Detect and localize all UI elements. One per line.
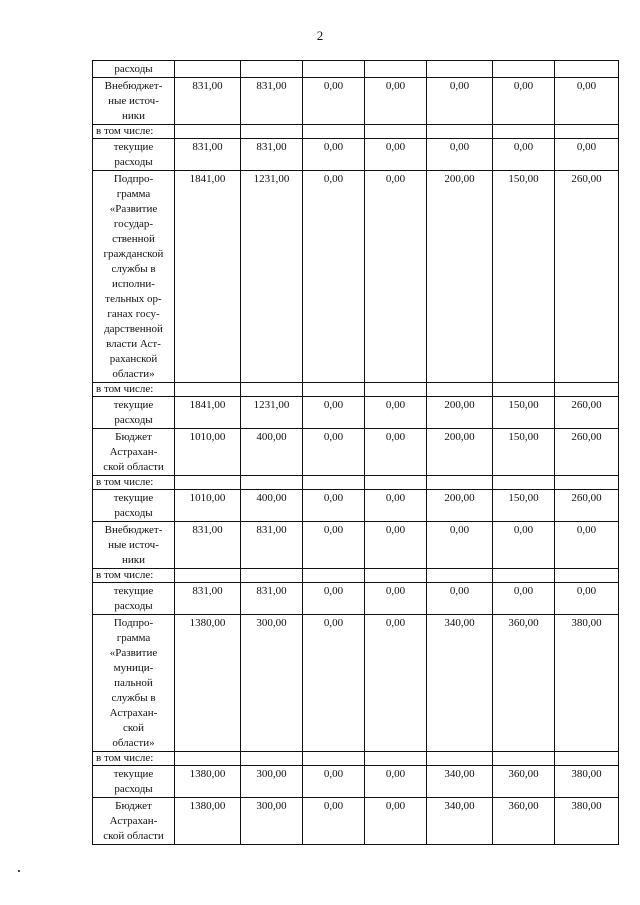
empty-cell [427,125,493,139]
empty-cell [303,569,365,583]
row-label [93,397,175,429]
value-cell: 360,00 [493,798,555,845]
value-cell: 300,00 [241,615,303,752]
empty-cell [303,125,365,139]
empty-cell [241,383,303,397]
value-cell: 0,00 [303,78,365,125]
row-label [93,798,175,845]
value-cell: 0,00 [365,583,427,615]
empty-cell [241,476,303,490]
value-cell: 0,00 [555,583,619,615]
empty-cell [427,569,493,583]
value-cell: 1841,00 [175,397,241,429]
value-cell: 200,00 [427,397,493,429]
value-cell [365,61,427,78]
value-cell: 1231,00 [241,171,303,383]
empty-cell [493,752,555,766]
empty-cell [303,752,365,766]
value-cell: 1841,00 [175,171,241,383]
value-cell: 1380,00 [175,615,241,752]
value-cell: 0,00 [555,139,619,171]
row-label-text: Внебюджет- ные источ- ники [104,80,163,122]
row-label: в том числе: [93,125,175,139]
table-row [93,429,619,476]
value-cell: 0,00 [365,490,427,522]
value-cell: 360,00 [493,766,555,798]
value-cell: 0,00 [303,429,365,476]
row-label: в том числе: [93,569,175,583]
value-cell: 340,00 [427,766,493,798]
subtotal-label-row [93,383,619,397]
page-number: 2 [316,28,324,43]
value-cell: 0,00 [493,583,555,615]
table-row [93,397,619,429]
empty-cell [175,125,241,139]
value-cell: 200,00 [427,490,493,522]
value-cell: 0,00 [365,615,427,752]
value-cell: 150,00 [493,429,555,476]
value-cell: 0,00 [365,429,427,476]
value-cell: 260,00 [555,490,619,522]
subtotal-label-row [93,476,619,490]
empty-cell [175,383,241,397]
empty-cell [303,383,365,397]
table-row [93,78,619,125]
empty-cell [493,383,555,397]
empty-cell [303,476,365,490]
value-cell: 1380,00 [175,766,241,798]
empty-cell [555,125,619,139]
table-row [93,798,619,845]
value-cell: 0,00 [303,397,365,429]
row-label [93,61,175,78]
table-row [93,522,619,569]
empty-cell [365,752,427,766]
empty-cell [493,476,555,490]
row-label-text: текущие расходы [113,492,154,519]
value-cell: 0,00 [303,766,365,798]
value-cell: 831,00 [175,78,241,125]
table-row [93,766,619,798]
row-label-text: Подпро- грамма «Развитие муници- пальной службы в Астрахан- ской области» [109,617,158,749]
row-label [93,766,175,798]
row-label: в том числе: [93,383,175,397]
row-label [93,615,175,752]
value-cell: 831,00 [241,522,303,569]
value-cell: 380,00 [555,615,619,752]
value-cell: 380,00 [555,766,619,798]
value-cell: 0,00 [303,798,365,845]
table-row [93,139,619,171]
empty-cell [365,125,427,139]
value-cell [175,61,241,78]
empty-cell [427,476,493,490]
value-cell [303,61,365,78]
value-cell: 400,00 [241,490,303,522]
value-cell: 260,00 [555,171,619,383]
empty-cell [555,752,619,766]
value-cell: 1380,00 [175,798,241,845]
row-label-text: текущие расходы [113,399,154,426]
row-label-text: Внебюджет- ные источ- ники [104,524,163,566]
value-cell: 260,00 [555,397,619,429]
row-label: в том числе: [93,476,175,490]
value-cell: 400,00 [241,429,303,476]
empty-cell [365,476,427,490]
table-row [93,583,619,615]
value-cell: 0,00 [303,522,365,569]
value-cell: 0,00 [303,583,365,615]
value-cell: 831,00 [241,583,303,615]
empty-cell [365,569,427,583]
value-cell: 0,00 [365,766,427,798]
row-label: в том числе: [93,752,175,766]
empty-cell [555,383,619,397]
value-cell: 0,00 [427,139,493,171]
value-cell: 200,00 [427,171,493,383]
value-cell: 340,00 [427,798,493,845]
value-cell: 831,00 [241,78,303,125]
empty-cell [241,752,303,766]
value-cell: 0,00 [555,78,619,125]
value-cell: 0,00 [365,798,427,845]
value-cell: 360,00 [493,615,555,752]
row-label [93,583,175,615]
scan-speck [18,870,20,872]
empty-cell [175,569,241,583]
empty-cell [175,752,241,766]
empty-cell [241,125,303,139]
value-cell: 0,00 [493,78,555,125]
row-label-text: текущие расходы [113,585,154,612]
empty-cell [555,476,619,490]
value-cell: 0,00 [427,583,493,615]
table-row [93,615,619,752]
empty-cell [493,125,555,139]
value-cell: 0,00 [365,171,427,383]
value-cell: 300,00 [241,766,303,798]
value-cell: 340,00 [427,615,493,752]
empty-cell [365,383,427,397]
value-cell: 0,00 [365,78,427,125]
row-label-text: расходы [114,63,153,75]
budget-table [92,60,619,845]
value-cell: 0,00 [555,522,619,569]
value-cell: 0,00 [365,397,427,429]
value-cell: 0,00 [303,139,365,171]
value-cell: 0,00 [303,615,365,752]
row-label-text: Бюджет Астрахан- ской области [103,800,164,842]
row-label [93,490,175,522]
value-cell: 150,00 [493,490,555,522]
value-cell: 0,00 [365,139,427,171]
value-cell: 150,00 [493,397,555,429]
value-cell: 1010,00 [175,429,241,476]
row-label [93,171,175,383]
subtotal-label-row [93,569,619,583]
value-cell: 380,00 [555,798,619,845]
value-cell: 0,00 [427,78,493,125]
value-cell: 0,00 [493,522,555,569]
empty-cell [427,383,493,397]
value-cell: 0,00 [303,171,365,383]
value-cell [555,61,619,78]
table-row [93,171,619,383]
value-cell: 831,00 [175,139,241,171]
empty-cell [175,476,241,490]
value-cell [241,61,303,78]
empty-cell [555,569,619,583]
subtotal-label-row [93,752,619,766]
value-cell: 150,00 [493,171,555,383]
empty-cell [493,569,555,583]
value-cell: 0,00 [365,522,427,569]
value-cell: 1010,00 [175,490,241,522]
row-label-text: текущие расходы [113,141,154,168]
row-label [93,522,175,569]
value-cell: 831,00 [175,522,241,569]
value-cell: 0,00 [427,522,493,569]
value-cell: 0,00 [303,490,365,522]
value-cell: 200,00 [427,429,493,476]
value-cell: 300,00 [241,798,303,845]
value-cell: 1231,00 [241,397,303,429]
table-row [93,61,619,78]
row-label [93,78,175,125]
value-cell [427,61,493,78]
subtotal-label-row [93,125,619,139]
value-cell: 260,00 [555,429,619,476]
row-label-text: Подпро- грамма «Развитие государ- ственной гражданской службы в исполни- тельных ор- ганах госу- дарственной власти Аст- раханской области» [103,173,164,380]
value-cell [493,61,555,78]
row-label [93,139,175,171]
row-label [93,429,175,476]
value-cell: 0,00 [493,139,555,171]
empty-cell [241,569,303,583]
empty-cell [427,752,493,766]
row-label-text: текущие расходы [113,768,154,795]
row-label-text: Бюджет Астрахан- ской области [103,431,164,473]
table-row [93,490,619,522]
value-cell: 831,00 [241,139,303,171]
value-cell: 831,00 [175,583,241,615]
